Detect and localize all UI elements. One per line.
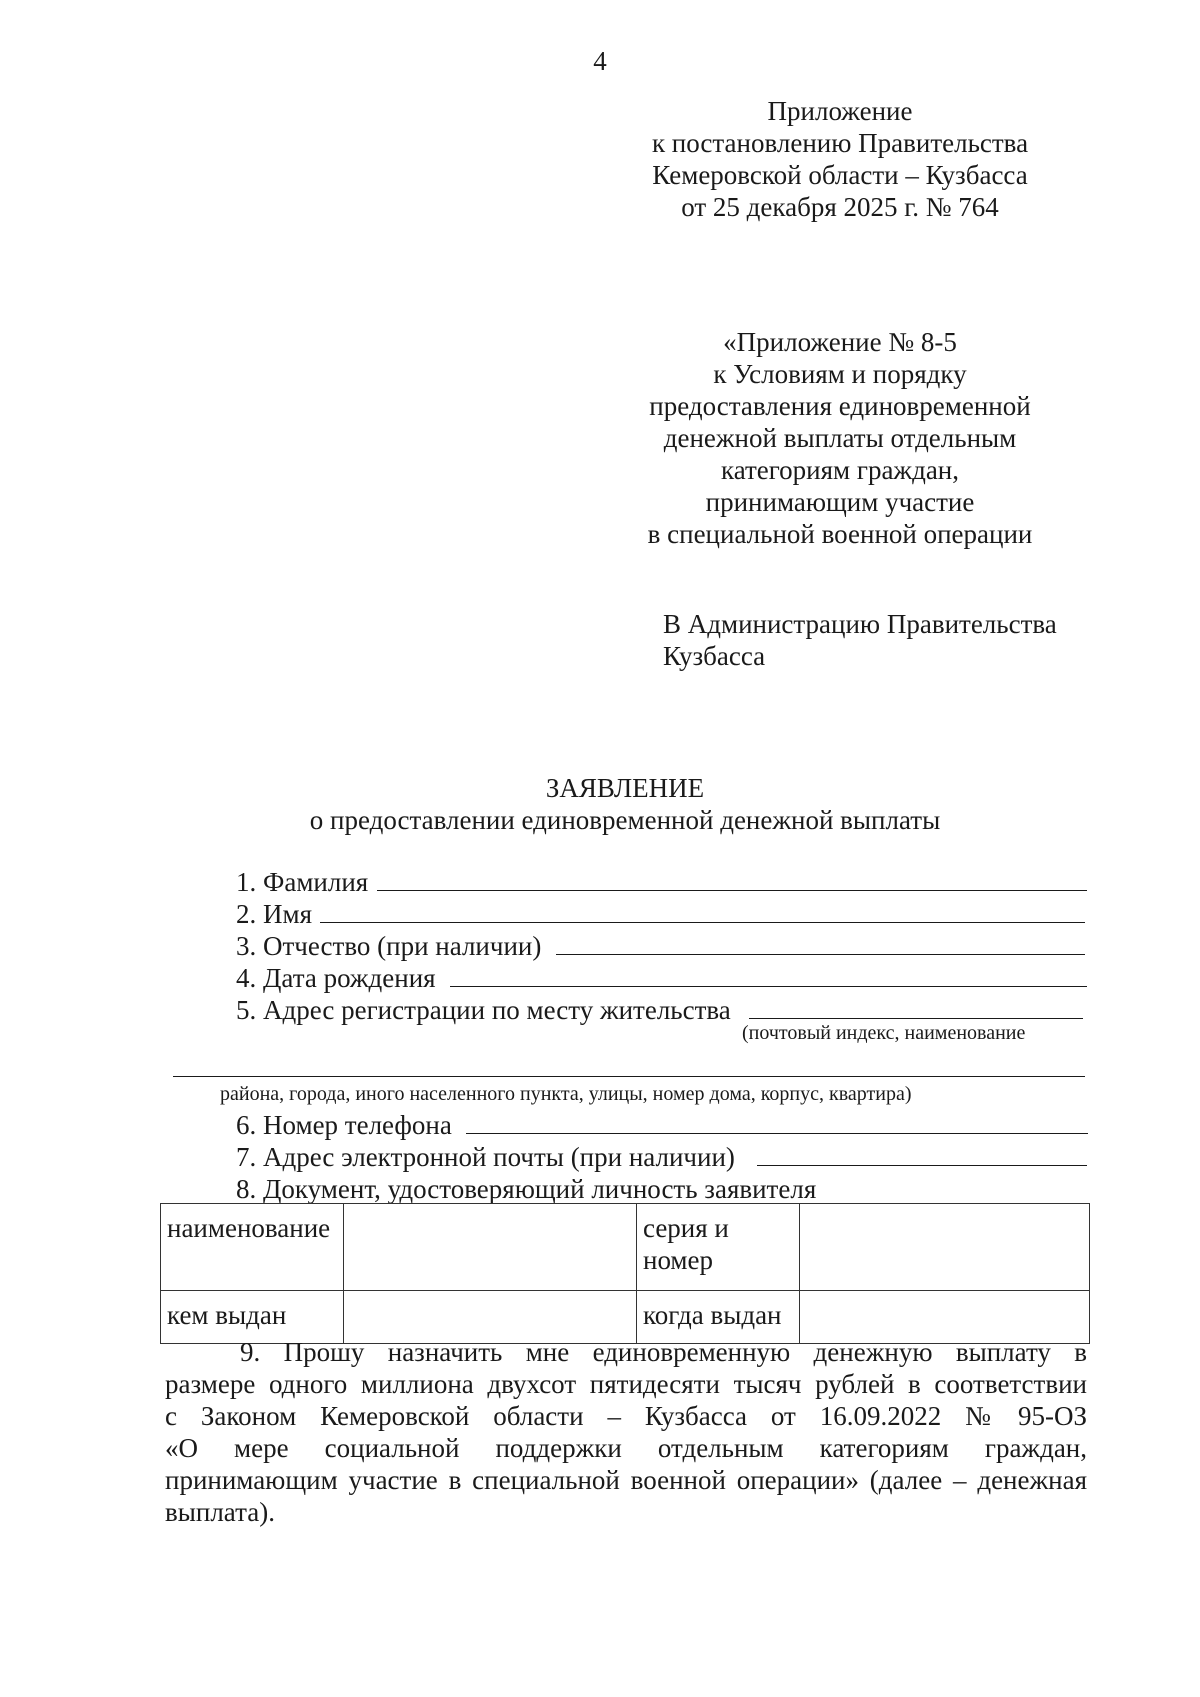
id-name-label: наименование <box>167 1213 331 1243</box>
field-birthdate-label: 4. Дата рождения <box>236 963 436 993</box>
field-name-label: 2. Имя <box>236 899 313 929</box>
annex-line: категориям граждан, <box>720 455 960 485</box>
appendix-line: от 25 декабря 2025 г. № 764 <box>681 192 999 222</box>
addressee-line: В Администрацию Правительства <box>663 609 1057 639</box>
annex-line: «Приложение № 8-5 <box>723 327 957 357</box>
id-series-label-cell <box>637 1204 800 1291</box>
paragraph-line: 9. Прошу назначить мне единовременную денежную выплату в <box>240 1337 1087 1367</box>
field-id-document-label: 8. Документ, удостоверяющий личность заявителя <box>236 1174 817 1204</box>
paragraph-line: принимающим участие в специальной военной операции» (далее – денежная <box>165 1465 1087 1495</box>
field-surname-line[interactable] <box>377 890 1087 891</box>
field-address-line-2[interactable] <box>173 1076 1085 1077</box>
field-address-hint-2: района, города, иного населенного пункта, улицы, номер дома, корпус, квартира) <box>220 1083 912 1105</box>
field-name-line[interactable] <box>320 922 1085 923</box>
addressee-line: Кузбасса <box>663 641 766 671</box>
appendix-line: Кемеровской области – Кузбасса <box>652 160 1028 190</box>
paragraph-line: «О мере социальной поддержки отдельным категориям граждан, <box>165 1433 1087 1463</box>
field-address-line[interactable] <box>749 1018 1083 1019</box>
annex-line: в специальной военной операции <box>647 519 1033 549</box>
field-birthdate-line[interactable] <box>450 986 1087 987</box>
page-number: 4 <box>593 46 607 76</box>
field-email-line[interactable] <box>757 1165 1087 1166</box>
document-title: ЗАЯВЛЕНИЕ <box>545 773 705 803</box>
field-address-hint: (почтовый индекс, наименование <box>742 1022 1026 1044</box>
id-name-label-cell <box>161 1204 344 1291</box>
id-name-value-cell[interactable] <box>344 1204 637 1291</box>
appendix-line: к постановлению Правительства <box>651 128 1029 158</box>
field-address-label: 5. Адрес регистрации по месту жительства <box>236 995 731 1025</box>
annex-line: принимающим участие <box>705 487 975 517</box>
field-phone-line[interactable] <box>466 1133 1088 1134</box>
id-document-table <box>160 1203 1090 1344</box>
id-issued-by-label: кем выдан <box>167 1300 287 1330</box>
field-patronymic-line[interactable] <box>556 954 1085 955</box>
paragraph-line: выплата). <box>165 1497 275 1527</box>
paragraph-line: с Законом Кемеровской области – Кузбасса от 16.09.2022 № 95-ОЗ <box>165 1401 1087 1431</box>
field-phone-label: 6. Номер телефона <box>236 1110 452 1140</box>
paragraph-line: размере одного миллиона двухсот пятидесяти тысяч рублей в соответствии <box>165 1369 1087 1399</box>
annex-line: денежной выплаты отдельным <box>663 423 1017 453</box>
annex-line: к Условиям и порядку <box>713 359 967 389</box>
id-series-value-cell[interactable] <box>800 1204 1090 1291</box>
id-series-label: серия и номер <box>643 1213 729 1275</box>
field-patronymic-label: 3. Отчество (при наличии) <box>236 931 542 961</box>
id-issued-on-label: когда выдан <box>643 1300 782 1330</box>
appendix-line: Приложение <box>767 96 913 126</box>
field-email-label: 7. Адрес электронной почты (при наличии) <box>236 1142 735 1172</box>
table-row <box>161 1204 1090 1291</box>
field-surname-label: 1. Фамилия <box>236 867 369 897</box>
document-subtitle: о предоставлении единовременной денежной выплаты <box>309 805 941 835</box>
annex-line: предоставления единовременной <box>649 391 1031 421</box>
